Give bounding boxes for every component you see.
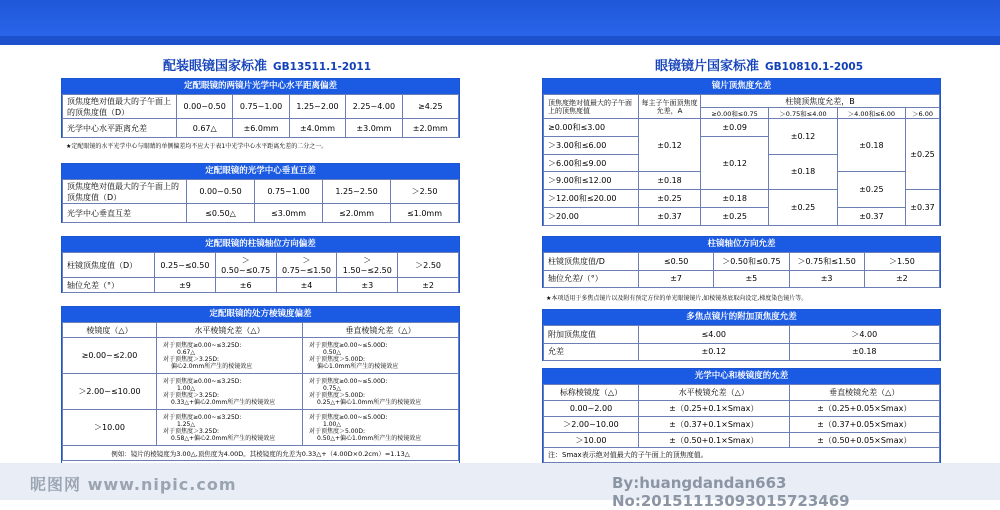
cell: 2.25~4.00 xyxy=(346,95,402,119)
watermark-left: 昵图网 www.nipic.com xyxy=(30,475,237,494)
cell: ±0.12 xyxy=(639,343,790,361)
cell: ±6.0mm xyxy=(233,119,289,138)
left-table-1-header: 定配眼镜的两镜片光学中心水平距离偏差 xyxy=(62,79,459,94)
row-label: 轴位允差（°） xyxy=(63,278,155,293)
cell: 对于顶焦度≥0.00~≤5.00D: 0.75△ 对于顶焦度＞5.00D: 0.25△+偏心1.0mm所产生的棱镜效应 xyxy=(303,374,459,410)
cell: ≤0.50 xyxy=(639,253,714,271)
row-label: 柱镜顶焦度值（D） xyxy=(63,253,155,278)
cell: 1.25~2.50 xyxy=(323,180,391,204)
cell: ±4 xyxy=(276,278,337,293)
cell: ±7 xyxy=(639,270,714,288)
cell: ≥4.25 xyxy=(402,95,458,119)
cell: 对于顶焦度≥0.00~≤3.25D: 1.00△ 对于顶焦度＞3.25D: 0.33△+偏心2.0mm所产生的棱镜效应 xyxy=(157,374,303,410)
cell: ＞2.00~10.00 xyxy=(544,416,639,432)
cell: ±0.09 xyxy=(701,119,769,137)
left-table-4 xyxy=(61,306,460,466)
left-table-2-header: 定配眼镜的光学中心垂直互差 xyxy=(62,164,459,179)
col-header: 每主子午面顶焦度允差，A xyxy=(639,95,701,119)
left-table-4-header: 定配眼镜的处方棱镜度偏差 xyxy=(62,307,459,322)
right-table-3 xyxy=(542,309,941,361)
cell: ＞2.50 xyxy=(391,180,459,204)
cell: ＞2.50 xyxy=(398,253,459,278)
cell: ±（0.50+0.1×Smax） xyxy=(639,432,790,448)
cell: ±0.18 xyxy=(837,119,905,172)
top-banner xyxy=(0,0,1000,45)
range-cell: ＞6.00和≤9.00 xyxy=(544,154,639,172)
cell: ±0.25 xyxy=(701,208,769,226)
range-cell: ＞12.00和≤20.00 xyxy=(544,190,639,208)
left-table-3 xyxy=(61,236,460,293)
cell: ±0.18 xyxy=(639,172,701,190)
cell: ±3.0mm xyxy=(346,119,402,138)
cell: ＞0.75和≤1.50 xyxy=(789,253,864,271)
cell: ±（0.37+0.05×Smax） xyxy=(789,416,940,432)
right-note-2: ★本项适用于多焦点镜片以及附有预定方位的单光眼镜镜片,如棱镜基底取向设定,梯度染色镜片等。 xyxy=(546,295,808,302)
cell: ±0.18 xyxy=(701,190,769,208)
right-table-2 xyxy=(542,236,941,288)
cell: ≤0.50△ xyxy=(187,204,255,223)
row-label: 允差 xyxy=(544,343,639,361)
cell: ±5 xyxy=(714,270,789,288)
cell: 对于顶焦度≥0.00~≤5.00D: 1.00△ 对于顶焦度＞5.00D: 0.50△+偏心1.0mm所产生的棱镜效应 xyxy=(303,410,459,446)
right-title-text: 眼镜镜片国家标准 xyxy=(655,59,760,74)
cell: 0.75~1.00 xyxy=(255,180,323,204)
cell: ±3 xyxy=(337,278,398,293)
row-label: 轴位允差/（°） xyxy=(544,270,639,288)
left-title xyxy=(163,55,371,74)
cell: ±0.37 xyxy=(837,208,905,226)
cell: ±2 xyxy=(864,270,939,288)
cell: 0.00~2.00 xyxy=(544,400,639,416)
cell: 0.00~0.50 xyxy=(177,95,233,119)
cell: ±0.37 xyxy=(639,208,701,226)
range-cell: ≥0.00和≤3.00 xyxy=(544,119,639,137)
cell: ＞1.50~≤2.50 xyxy=(337,253,398,278)
cell: ≤1.0mm xyxy=(391,204,459,223)
cell: ±0.12 xyxy=(639,119,701,172)
left-table-2 xyxy=(61,163,460,223)
right-table-4 xyxy=(542,368,941,463)
left-title-text: 配装眼镜国家标准 xyxy=(163,59,268,74)
cell: ＞4.00 xyxy=(789,326,940,344)
cell: ±0.18 xyxy=(769,154,837,190)
col-header: 标称棱镜度（△） xyxy=(544,385,639,401)
cell: ＞0.50和≤0.75 xyxy=(714,253,789,271)
cell: ±9 xyxy=(155,278,216,293)
row-label: ＞10.00 xyxy=(63,410,157,446)
cell: ±0.37 xyxy=(906,190,940,226)
row-label: ≥0.00~≤2.00 xyxy=(63,338,157,374)
cell: 0.75~1.00 xyxy=(233,95,289,119)
right-table-4-header: 光学中心和棱镜度的允差 xyxy=(543,369,940,384)
cell: ≤3.0mm xyxy=(255,204,323,223)
example-row: 例如：镜片的棱镜度为3.00△,顶焦度为4.00D。其棱镜度的允差为0.33△+（4.00D×0.2cm）=1.13△ xyxy=(63,446,459,461)
col-header: 水平棱镜允差（△） xyxy=(157,323,303,338)
col-header: 水平棱镜允差（△） xyxy=(639,385,790,401)
cell: 1.25~2.00 xyxy=(289,95,345,119)
cell: ±0.18 xyxy=(789,343,940,361)
cell: ±4.0mm xyxy=(289,119,345,138)
note-row: 注：Smax表示绝对值最大的子午面上的顶焦度值。 xyxy=(544,448,940,463)
cell: 对于顶焦度≥0.00~≤3.25D: 0.67△ 对于顶焦度＞3.25D: 偏心2.0mm所产生的棱镜效应 xyxy=(157,338,303,374)
cell: ＞10.00 xyxy=(544,432,639,448)
row-label: 附加顶焦度值 xyxy=(544,326,639,344)
left-title-code: GB13511.1-2011 xyxy=(273,61,372,73)
cell: ±3 xyxy=(789,270,864,288)
col-header: 棱镜度（△） xyxy=(63,323,157,338)
right-table-3-header: 多焦点镜片的附加顶焦度允差 xyxy=(543,310,940,325)
col-header: 垂直棱镜允差（△） xyxy=(303,323,459,338)
left-note-1: ★定配眼镜的水平光学中心与眼睛的单侧偏差均不应大于表1中光学中心水平距离允差的二分之一。 xyxy=(66,143,328,150)
cell: ＞0.50~≤0.75 xyxy=(215,253,276,278)
sub-header: ＞6.00 xyxy=(906,108,940,119)
left-table-3-header: 定配眼镜的柱镜轴位方向偏差 xyxy=(62,237,459,252)
right-title-code: GB10810.1-2005 xyxy=(765,61,864,73)
sub-header: ＞4.00和≤6.00 xyxy=(837,108,905,119)
right-table-1-header: 镜片顶焦度允差 xyxy=(543,79,940,94)
cell: ±0.12 xyxy=(769,119,837,155)
cell: ±（0.25+0.05×Smax） xyxy=(789,400,940,416)
cell: ±0.12 xyxy=(701,136,769,189)
cell: 0.00~0.50 xyxy=(187,180,255,204)
cell: ±0.25 xyxy=(769,190,837,226)
cell: ±2.0mm xyxy=(402,119,458,138)
cell: 对于顶焦度≥0.00~≤3.25D: 1.25△ 对于顶焦度＞3.25D: 0.58△+偏心2.0mm所产生的棱镜效应 xyxy=(157,410,303,446)
cell: ≤4.00 xyxy=(639,326,790,344)
col-header: 垂直棱镜允差（△） xyxy=(789,385,940,401)
cell: ±0.25 xyxy=(906,119,940,190)
cell: ≤2.0mm xyxy=(323,204,391,223)
row-label: 顶焦度绝对值最大的子午面上的顶焦度值（D） xyxy=(63,180,187,204)
cell: ±0.25 xyxy=(837,172,905,208)
watermark-right: By:huangdandan663 No:20151113093015723469 xyxy=(612,474,850,510)
cell: ±（0.50+0.05×Smax） xyxy=(789,432,940,448)
row-label: 柱镜顶焦度值/D xyxy=(544,253,639,271)
right-table-2-header: 柱镜轴位方向允差 xyxy=(543,237,940,252)
cell: ＞1.50 xyxy=(864,253,939,271)
cell: ±6 xyxy=(215,278,276,293)
cell: 对于顶焦度≥0.00~≤5.00D: 0.50△ 对于顶焦度＞5.00D: 偏心1.0mm所产生的棱镜效应 xyxy=(303,338,459,374)
cell: ±（0.25+0.1×Smax） xyxy=(639,400,790,416)
row-label: 光学中心水平距离允差 xyxy=(63,119,177,138)
range-cell: ＞20.00 xyxy=(544,208,639,226)
col-header: 顶焦度绝对值最大的子午面上的顶焦度值 xyxy=(544,95,639,119)
cell: 0.67△ xyxy=(177,119,233,138)
sub-header: ＞0.75和≤4.00 xyxy=(769,108,837,119)
cell: 0.25~≤0.50 xyxy=(155,253,216,278)
row-label: ＞2.00~≤10.00 xyxy=(63,374,157,410)
right-table-1 xyxy=(542,78,941,226)
cell: ±（0.37+0.1×Smax） xyxy=(639,416,790,432)
row-label: 顶焦度绝对值最大的子午面上的顶焦度值（D） xyxy=(63,95,177,119)
range-cell: ＞9.00和≤12.00 xyxy=(544,172,639,190)
col-header: 柱镜顶焦度允差，B xyxy=(701,95,940,108)
left-table-1 xyxy=(61,78,460,138)
right-title xyxy=(655,55,863,74)
cell: ＞0.75~≤1.50 xyxy=(276,253,337,278)
row-label: 光学中心垂直互差 xyxy=(63,204,187,223)
range-cell: ＞3.00和≤6.00 xyxy=(544,136,639,154)
sub-header: ≥0.00和≤0.75 xyxy=(701,108,769,119)
cell: ±0.25 xyxy=(639,190,701,208)
cell: ±2 xyxy=(398,278,459,293)
